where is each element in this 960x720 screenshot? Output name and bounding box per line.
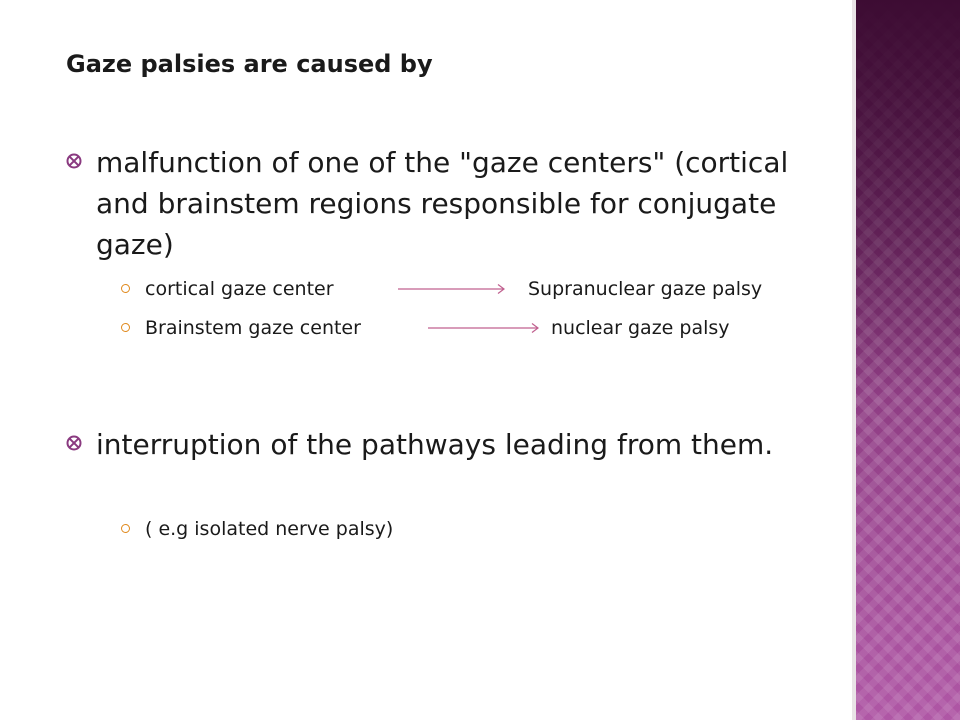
bullet-text: malfunction of one of the "gaze centers" (cortical and brainstem regions responsible for conjugate gaze) [96, 146, 789, 261]
bullet-text: interruption of the pathways leading from them. [96, 428, 774, 461]
hollow-circle-bullet-icon [121, 284, 130, 293]
hollow-circle-bullet-icon [121, 524, 130, 533]
circled-cross-bullet-icon [66, 153, 82, 169]
bullet-pathway-interruption [66, 424, 826, 465]
hollow-circle-bullet-icon [121, 323, 130, 332]
sub-item-text: ( e.g isolated nerve palsy) [145, 518, 394, 540]
sub-item-right-text: nuclear gaze palsy [551, 317, 730, 339]
sub-item-right-text: Supranuclear gaze palsy [528, 278, 763, 300]
arrow-right-icon [398, 283, 508, 295]
slide-title: Gaze palsies are caused by [66, 50, 433, 78]
sub-item-left-text: Brainstem gaze center [145, 317, 361, 339]
sub-item-left-text: cortical gaze center [145, 278, 334, 300]
bullet-gaze-center-malfunction [66, 142, 826, 265]
circled-cross-bullet-icon [66, 435, 82, 451]
arrow-right-icon [428, 322, 542, 334]
decorative-side-panel [856, 0, 960, 720]
